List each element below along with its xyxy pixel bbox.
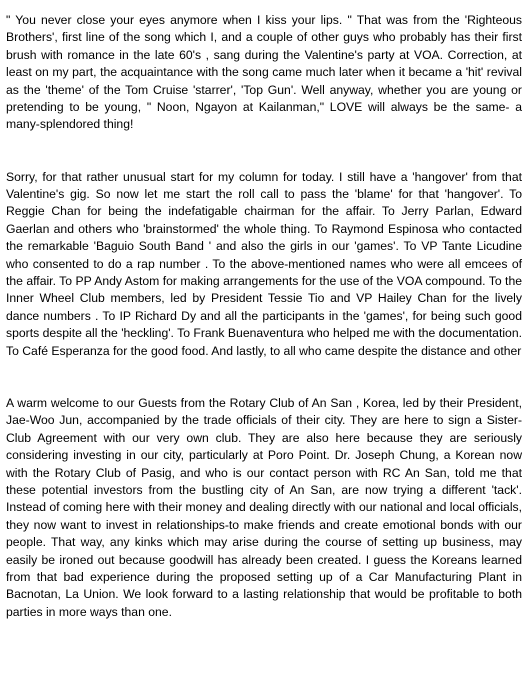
paragraph-korean-guests: A warm welcome to our Guests from the Rotary Club of An San , Korea, led by their President, Jae-Woo Jun, accompanied by the trade officials of their city. They are here to sign a Sister-Club Agreement with our very own club. They are also here because they are seriously considering investing in our city, particularly at Poro Point. Dr. Joseph Chung, a Korean now with the Rotary Club of Pasig, and who is our contact person with RC An San, told me that these potential investors from the bustling city of An San, are now trying a different 'tack'. Instead of coming here with their money and dealing directly with our national and local officials, they now want to invest in relationships-to make friends and create emotional bonds with our people. That way, any kinks which may arise during the course of setting up business, may easily be ironed out because goodwill has already been created. I guess the Koreans learned from that bad experience during the proposed setting up of a Car Manufacturing Plant in Bacnotan, La Union. We look forward to a lasting relationship that would be profitable to both parties in more ways than one. <box>6 395 523 619</box>
article-body <box>6 12 522 621</box>
paragraph-valentine-intro: " You never close your eyes anymore when I kiss your lips. " That was from the 'Righteous Brothers', first line of the song which I, and a couple of other guys who probably has their first brush with romance in the late 60's , sang during the Valentine's party at VOA. Correction, at least on my part, the acquaintance with the song came much later when it became a 'hit' revival as the 'theme' of the Tom Cruise 'starrer', 'Top Gun'. Well anyway, whether you are young or pretending to be young, " Noon, Ngayon at Kailanman," LOVE will always be the same- a many-splendored thing! <box>6 13 522 132</box>
paragraph-roll-call: Sorry, for that rather unusual start for my column for today. I still have a 'hangover' from that Valentine's gig. So now let me start the roll call to pass the 'blame' for that 'hangover'. To Reggie Chan for being the indefatigable chairman for the affair. To Jerry Parlan, Edward Gaerlan and others who 'brainstormed' the whole thing. To Raymond Espinosa who contacted the remarkable 'Baguio South Band ' and also the girls in our 'games'. To VP Tante Licudine who consented to do a rap number . To the above-mentioned names who were all emcees of the affair. To PP Andy Astom for making arrangements for the use of the VOA compound. To the Inner Wheel Club members, led by President Tessie Tio and VP Hailey Chan for the lively dance numbers . To IP Richard Dy and all the participants in the 'games', for being such good sports despite all the 'heckling'. To Frank Buenaventura who helped me with the documentation. To Café Esperanza for the good food. And lastly, to all who came despite the distance and other <box>6 169 522 358</box>
